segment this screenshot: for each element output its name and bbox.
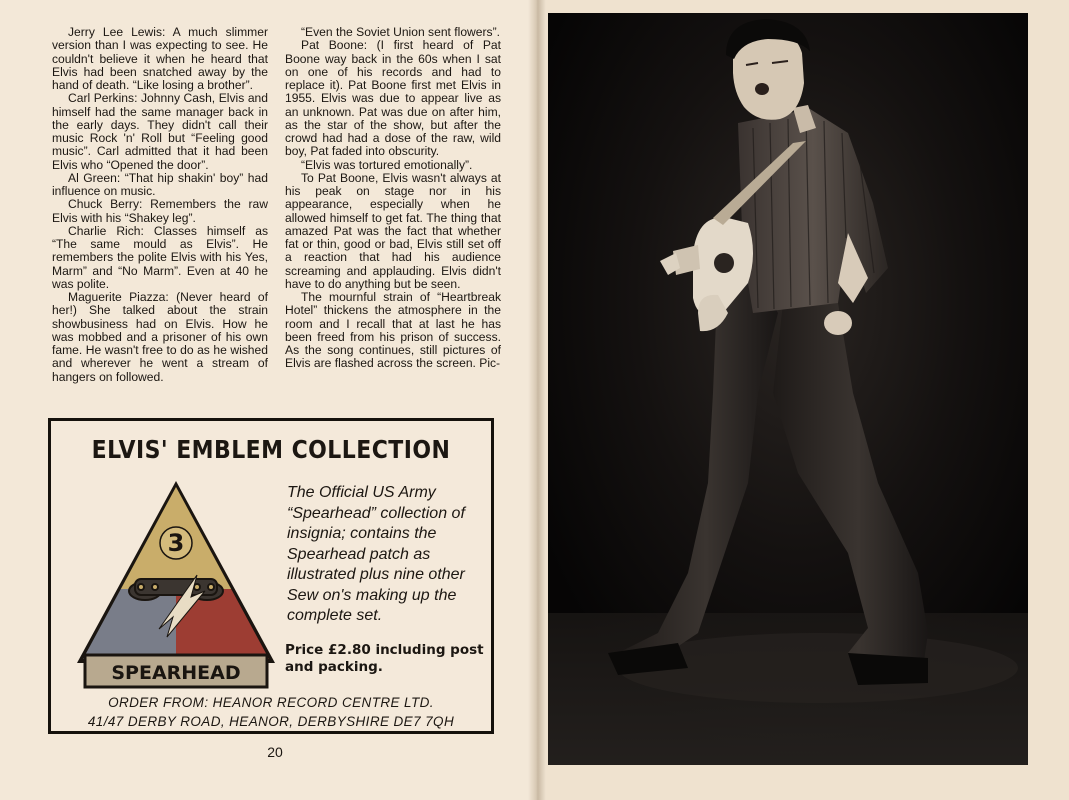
order-line: 41/47 DERBY ROAD, HEANOR, DERBYSHIRE DE7 7QH <box>87 714 455 729</box>
page-number: 20 <box>267 744 283 760</box>
article-paragraph: Carl Perkins: Johnny Cash, Elvis and himself had the same manager back in the early days. They didn't call their music Rock 'n' Roll but “Feeling good music”. Carl admitted that it had been Elvis who “Opened the door”. <box>52 91 268 172</box>
article-paragraph: Jerry Lee Lewis: A much slimmer version than I was expecting to see. He couldn't believe it when he heard that Elvis had been snatched away by the hand of death. “Like losing a brother”. <box>52 25 268 92</box>
article-paragraph: The mournful strain of “Heartbreak Hotel” thickens the atmosphere in the room and I recall that at last he has been freed from his prison of success. As the song continues, still pictures of Elvis are flashed across the screen. Pic- <box>285 290 501 371</box>
order-line: ORDER FROM: HEANOR RECORD CENTRE LTD. <box>108 695 434 710</box>
article-column-left <box>52 26 268 384</box>
patch-label: SPEARHEAD <box>111 662 241 684</box>
advert-price: Price £2.80 including post and packing. <box>285 642 484 675</box>
advert-description: The Official US Army “Spearhead” collection of insignia; contains the Spearhead patch as illustrated plus nine other Sew on's making up the complete set. <box>287 484 465 624</box>
article-paragraph: “Elvis was tortured emotionally”. <box>301 157 473 172</box>
article-paragraph: Maguerite Piazza: (Never heard of her!) She talked about the strain showbusiness had on Elvis. How he was mobbed and a prisoner of his own fame. He wasn't free to do as he wished and wherever he went a stream of hangers on followed. <box>52 290 268 384</box>
elvis-guitar-photo <box>548 13 1028 765</box>
article-paragraph: Charlie Rich: Classes himself as “The same mould as Elvis”. He remembers the polite Elvis with his Yes, Marm” and “No Marm”. Even at 40 he was polite. <box>52 223 268 291</box>
order-address <box>51 693 491 731</box>
patch-number: 3 <box>167 529 185 557</box>
article-paragraph: Pat Boone: (I first heard of Pat Boone way back in the 60s when I sat on one of his records and had to replace it). Pat Boone first met Elvis in 1955. Elvis was due to appear live as an unknown. Pat was due on after him, as the star of the show, but after the crowd had had a dose of the raw, wild boy, Pat faded into obscurity. <box>285 38 501 159</box>
article-paragraph: “Even the Soviet Union sent flowers”. <box>301 25 500 39</box>
article-column-right <box>285 26 501 371</box>
article-paragraph: To Pat Boone, Elvis wasn't always at his peak on stage nor in his appearance, especially when he allowed himself to get fat. The thing that amazed Pat was the fact that whether fat or thin, good or bad, Elvis still set off a reaction that had his audience screaming and applauding. Elvis didn't have to do anything but be seen. <box>285 170 501 291</box>
emblem-collection-advert <box>48 418 494 734</box>
spearhead-patch-icon <box>75 479 277 691</box>
article-paragraph: Al Green: “That hip shakin' boy” had influence on music. <box>52 170 268 198</box>
advert-title: ELVIS' EMBLEM COLLECTION <box>91 435 451 464</box>
page-gutter <box>528 0 546 800</box>
article-paragraph: Chuck Berry: Remembers the raw Elvis with his “Shakey leg”. <box>52 197 268 225</box>
